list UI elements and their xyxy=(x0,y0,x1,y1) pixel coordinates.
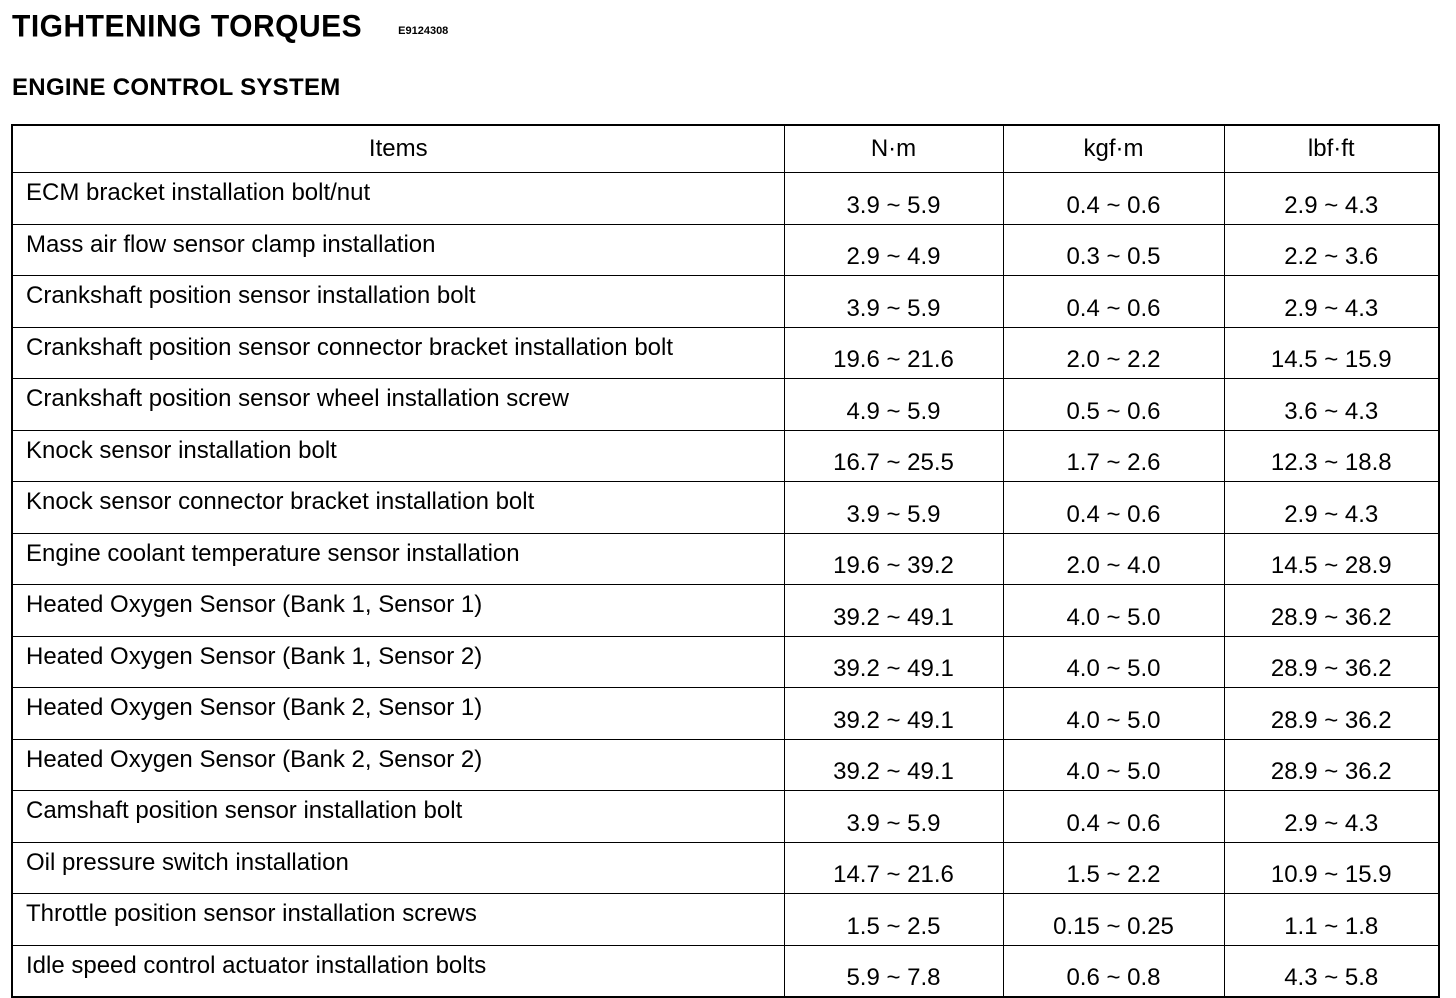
lbfft-cell: 2.9 ~ 4.3 xyxy=(1224,482,1439,534)
lbfft-cell: 14.5 ~ 28.9 xyxy=(1224,533,1439,585)
kgfm-cell: 1.5 ~ 2.2 xyxy=(1003,842,1224,894)
table-row xyxy=(12,945,1439,997)
item-cell: Mass air flow sensor clamp installation xyxy=(12,224,784,276)
table-row xyxy=(12,842,1439,894)
lbfft-cell: 10.9 ~ 15.9 xyxy=(1224,842,1439,894)
kgfm-cell: 0.3 ~ 0.5 xyxy=(1003,224,1224,276)
column-header-nm: N·m xyxy=(784,125,1003,173)
lbfft-cell: 28.9 ~ 36.2 xyxy=(1224,636,1439,688)
item-cell: Crankshaft position sensor connector bracket installation bolt xyxy=(12,327,784,379)
lbfft-cell: 28.9 ~ 36.2 xyxy=(1224,739,1439,791)
nm-cell: 19.6 ~ 21.6 xyxy=(784,327,1003,379)
item-cell: ECM bracket installation bolt/nut xyxy=(12,173,784,225)
kgfm-cell: 2.0 ~ 2.2 xyxy=(1003,327,1224,379)
nm-cell: 1.5 ~ 2.5 xyxy=(784,894,1003,946)
lbfft-cell: 2.9 ~ 4.3 xyxy=(1224,791,1439,843)
table-row xyxy=(12,173,1439,225)
table-header-row xyxy=(12,125,1439,173)
table-row xyxy=(12,688,1439,740)
table-row xyxy=(12,894,1439,946)
nm-cell: 16.7 ~ 25.5 xyxy=(784,430,1003,482)
kgfm-cell: 4.0 ~ 5.0 xyxy=(1003,585,1224,637)
kgfm-cell: 0.5 ~ 0.6 xyxy=(1003,379,1224,431)
item-cell: Heated Oxygen Sensor (Bank 1, Sensor 2) xyxy=(12,636,784,688)
title-row xyxy=(12,10,448,44)
table-row xyxy=(12,482,1439,534)
lbfft-cell: 4.3 ~ 5.8 xyxy=(1224,945,1439,997)
table-body xyxy=(12,173,1439,998)
column-header-items: Items xyxy=(12,125,784,173)
table-row xyxy=(12,430,1439,482)
table-row xyxy=(12,224,1439,276)
lbfft-cell: 3.6 ~ 4.3 xyxy=(1224,379,1439,431)
item-cell: Engine coolant temperature sensor installation xyxy=(12,533,784,585)
nm-cell: 2.9 ~ 4.9 xyxy=(784,224,1003,276)
item-cell: Knock sensor installation bolt xyxy=(12,430,784,482)
kgfm-cell: 1.7 ~ 2.6 xyxy=(1003,430,1224,482)
lbfft-cell: 2.9 ~ 4.3 xyxy=(1224,276,1439,328)
kgfm-cell: 0.4 ~ 0.6 xyxy=(1003,276,1224,328)
nm-cell: 5.9 ~ 7.8 xyxy=(784,945,1003,997)
item-cell: Knock sensor connector bracket installation bolt xyxy=(12,482,784,534)
nm-cell: 39.2 ~ 49.1 xyxy=(784,739,1003,791)
nm-cell: 3.9 ~ 5.9 xyxy=(784,276,1003,328)
nm-cell: 19.6 ~ 39.2 xyxy=(784,533,1003,585)
kgfm-cell: 4.0 ~ 5.0 xyxy=(1003,636,1224,688)
section-title: ENGINE CONTROL SYSTEM xyxy=(12,74,341,101)
lbfft-cell: 28.9 ~ 36.2 xyxy=(1224,585,1439,637)
lbfft-cell: 2.9 ~ 4.3 xyxy=(1224,173,1439,225)
nm-cell: 3.9 ~ 5.9 xyxy=(784,173,1003,225)
item-cell: Heated Oxygen Sensor (Bank 2, Sensor 2) xyxy=(12,739,784,791)
nm-cell: 3.9 ~ 5.9 xyxy=(784,482,1003,534)
item-cell: Crankshaft position sensor installation bolt xyxy=(12,276,784,328)
table-row xyxy=(12,739,1439,791)
lbfft-cell: 12.3 ~ 18.8 xyxy=(1224,430,1439,482)
kgfm-cell: 0.15 ~ 0.25 xyxy=(1003,894,1224,946)
kgfm-cell: 4.0 ~ 5.0 xyxy=(1003,739,1224,791)
lbfft-cell: 2.2 ~ 3.6 xyxy=(1224,224,1439,276)
kgfm-cell: 0.4 ~ 0.6 xyxy=(1003,482,1224,534)
kgfm-cell: 0.4 ~ 0.6 xyxy=(1003,173,1224,225)
kgfm-cell: 2.0 ~ 4.0 xyxy=(1003,533,1224,585)
lbfft-cell: 1.1 ~ 1.8 xyxy=(1224,894,1439,946)
lbfft-cell: 14.5 ~ 15.9 xyxy=(1224,327,1439,379)
nm-cell: 14.7 ~ 21.6 xyxy=(784,842,1003,894)
column-header-kgfm: kgf·m xyxy=(1003,125,1224,173)
table-row xyxy=(12,533,1439,585)
item-cell: Throttle position sensor installation screws xyxy=(12,894,784,946)
table-row xyxy=(12,327,1439,379)
kgfm-cell: 0.6 ~ 0.8 xyxy=(1003,945,1224,997)
item-cell: Idle speed control actuator installation bolts xyxy=(12,945,784,997)
kgfm-cell: 0.4 ~ 0.6 xyxy=(1003,791,1224,843)
item-cell: Camshaft position sensor installation bolt xyxy=(12,791,784,843)
lbfft-cell: 28.9 ~ 36.2 xyxy=(1224,688,1439,740)
nm-cell: 3.9 ~ 5.9 xyxy=(784,791,1003,843)
page-title: TIGHTENING TORQUES xyxy=(12,9,363,44)
nm-cell: 39.2 ~ 49.1 xyxy=(784,688,1003,740)
torque-table xyxy=(11,124,1440,998)
column-header-lbfft: lbf·ft xyxy=(1224,125,1439,173)
nm-cell: 39.2 ~ 49.1 xyxy=(784,636,1003,688)
document-code: E9124308 xyxy=(398,25,449,37)
item-cell: Heated Oxygen Sensor (Bank 2, Sensor 1) xyxy=(12,688,784,740)
table-row xyxy=(12,379,1439,431)
item-cell: Heated Oxygen Sensor (Bank 1, Sensor 1) xyxy=(12,585,784,637)
nm-cell: 4.9 ~ 5.9 xyxy=(784,379,1003,431)
table-row xyxy=(12,791,1439,843)
item-cell: Crankshaft position sensor wheel installation screw xyxy=(12,379,784,431)
nm-cell: 39.2 ~ 49.1 xyxy=(784,585,1003,637)
table-row xyxy=(12,636,1439,688)
table-row xyxy=(12,585,1439,637)
item-cell: Oil pressure switch installation xyxy=(12,842,784,894)
table-row xyxy=(12,276,1439,328)
kgfm-cell: 4.0 ~ 5.0 xyxy=(1003,688,1224,740)
